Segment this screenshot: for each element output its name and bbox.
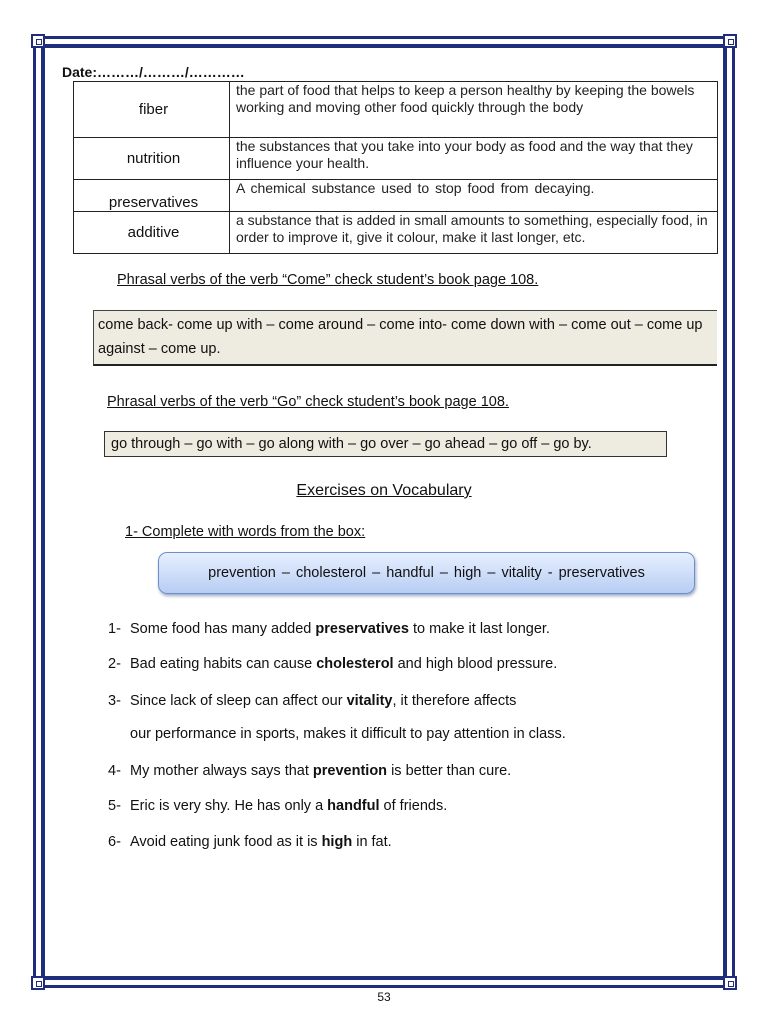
sentence-text: is better than cure. bbox=[387, 763, 512, 779]
sentence-3-continuation bbox=[108, 726, 566, 742]
sentence-4 bbox=[108, 763, 511, 779]
term-cell: fiber bbox=[74, 82, 230, 138]
corner-ornament-top-left bbox=[31, 34, 45, 48]
sentence-text: our performance in sports, makes it difficult to pay attention in class. bbox=[130, 726, 566, 742]
answer-word: cholesterol bbox=[316, 656, 394, 672]
go-phrasal-verbs-box: go through – go with – go along with – go over – go ahead – go off – go by. bbox=[104, 431, 667, 457]
go-phrasal-verbs-heading: Phrasal verbs of the verb “Go” check student’s book page 108. bbox=[107, 394, 509, 410]
sentence-text: and high blood pressure. bbox=[393, 656, 558, 672]
term-cell: additive bbox=[74, 212, 230, 254]
sentence-text: Since lack of sleep can affect our bbox=[130, 693, 347, 709]
answer-word: vitality bbox=[346, 693, 393, 709]
sentence-text: Some food has many added bbox=[130, 621, 316, 637]
sentence-5 bbox=[108, 798, 447, 814]
vocabulary-table bbox=[73, 81, 718, 254]
sentence-text: , it therefore affects bbox=[392, 693, 517, 709]
answer-word: prevention bbox=[312, 763, 388, 779]
term-cell: preservatives bbox=[74, 180, 230, 212]
sentence-number: 6- bbox=[108, 834, 121, 850]
table-row bbox=[74, 82, 718, 138]
definition-cell: a substance that is added in small amounts to something, especially food, in order to improve it, give it colour, make it last longer, etc. bbox=[230, 212, 718, 254]
sentence-text: of friends. bbox=[379, 798, 448, 814]
sentence-number: 3- bbox=[108, 693, 121, 709]
sentence-1 bbox=[108, 621, 550, 637]
sentence-text: Avoid eating junk food as it is bbox=[130, 834, 322, 850]
corner-ornament-top-right bbox=[723, 34, 737, 48]
exercise-instruction: 1- Complete with words from the box: bbox=[125, 524, 366, 540]
term-cell: nutrition bbox=[74, 138, 230, 180]
exercises-title: Exercises on Vocabulary bbox=[296, 482, 472, 499]
sentence-text: Eric is very shy. He has only a bbox=[130, 798, 328, 814]
sentence-number: 5- bbox=[108, 798, 121, 814]
date-label: Date:………/………/………… bbox=[62, 64, 245, 80]
answer-word: high bbox=[321, 834, 353, 850]
table-row bbox=[74, 180, 718, 212]
corner-ornament-bottom-left bbox=[31, 976, 45, 990]
definition-cell: the substances that you take into your body as food and the way that they influence your health. bbox=[230, 138, 718, 180]
sentence-3 bbox=[108, 693, 516, 709]
sentence-number: 1- bbox=[108, 621, 121, 637]
definition-cell: A chemical substance used to stop food from decaying. bbox=[230, 180, 718, 212]
sentence-text: My mother always says that bbox=[130, 763, 313, 779]
answer-word: preservatives bbox=[315, 621, 409, 637]
corner-ornament-bottom-right bbox=[723, 976, 737, 990]
word-box: prevention – cholesterol – handful – high – vitality - preservatives bbox=[158, 552, 695, 594]
table-row bbox=[74, 138, 718, 180]
table-row bbox=[74, 212, 718, 254]
sentence-text: in fat. bbox=[352, 834, 392, 850]
come-phrasal-verbs-heading: Phrasal verbs of the verb “Come” check student’s book page 108. bbox=[117, 272, 539, 288]
sentence-number: 2- bbox=[108, 656, 121, 672]
sentence-number: 4- bbox=[108, 763, 121, 779]
sentence-text: Bad eating habits can cause bbox=[130, 656, 317, 672]
page-number: 53 bbox=[377, 990, 391, 1004]
come-phrasal-verbs-box: come back- come up with – come around – come into- come down with – come out – come up against – come up. bbox=[93, 310, 717, 366]
definition-cell: the part of food that helps to keep a person healthy by keeping the bowels working and moving other food quickly through the body bbox=[230, 82, 718, 138]
sentence-text: to make it last longer. bbox=[408, 621, 550, 637]
answer-word: handful bbox=[327, 798, 380, 814]
sentence-2 bbox=[108, 656, 557, 672]
sentence-6 bbox=[108, 834, 392, 850]
